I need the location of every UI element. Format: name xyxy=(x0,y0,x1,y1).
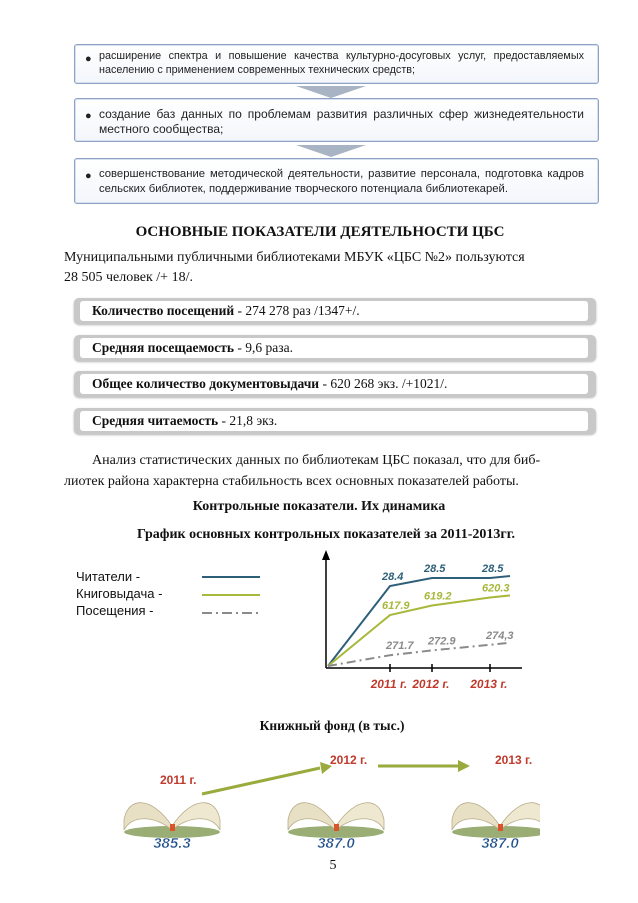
series-line-3 xyxy=(328,643,510,666)
data-label: 28.4 xyxy=(382,571,404,583)
x-tick-label: 2013 г. xyxy=(469,677,509,691)
bookmark xyxy=(334,824,339,831)
data-label: 28.5 xyxy=(424,563,446,575)
x-tick-label: 2012 г. xyxy=(411,677,451,691)
intro-line-2: 28 505 человек /+ 18/. xyxy=(64,270,193,285)
trend-arrow-1 xyxy=(202,768,320,794)
book-left-pages xyxy=(288,803,336,830)
book-right-pages xyxy=(336,803,384,830)
trend-arrow-head-2 xyxy=(458,760,470,772)
bullet-box-1 xyxy=(74,44,599,84)
bullet-dot: ● xyxy=(85,170,92,182)
legend-issue: Книговыдача - xyxy=(76,586,163,601)
open-book-icon xyxy=(288,803,384,838)
connector-arrow xyxy=(296,145,366,157)
legend-swatches xyxy=(200,568,262,622)
data-label: 271.7 xyxy=(386,640,414,653)
stat-visits xyxy=(74,298,596,324)
bullet-text-2: создание баз данных по проблемам развития различных сфер жизнедеятельности местного сообщества; xyxy=(99,107,584,136)
bullet-dot: ● xyxy=(85,53,92,65)
data-label: 272.9 xyxy=(428,635,456,648)
y-axis-arrow xyxy=(322,550,330,560)
fund-title: Книжный фонд (в тыс.) xyxy=(259,718,405,733)
chart-legend xyxy=(76,568,162,619)
data-label: 620.3 xyxy=(482,582,510,595)
bookmark xyxy=(170,824,175,831)
stat-value: - 620 268 экз. /+1021/. xyxy=(319,376,448,391)
data-label: 617.9 xyxy=(382,600,410,613)
stat-issue xyxy=(74,371,596,397)
bullet-box-3 xyxy=(74,158,599,204)
fund-year-label: 2011 г. xyxy=(160,773,197,787)
analysis-line-2: лиотек района характерна стабильность всех основных показателей работы. xyxy=(64,474,519,489)
stat-label: Общее количество документовыдачи xyxy=(92,376,320,391)
open-book-icon xyxy=(124,803,220,838)
stat-value: - 9,6 раза. xyxy=(234,340,293,355)
fund-year-label: 2012 г. xyxy=(330,753,368,767)
book-right-pages xyxy=(500,803,540,830)
stat-reading xyxy=(74,408,596,434)
stat-label: Средняя читаемость xyxy=(92,413,219,428)
intro-line-1: Муниципальными публичными библиотеками МБУК «ЦБС №2» пользуются xyxy=(64,250,525,265)
fund-value-label: 387.0 xyxy=(317,835,355,852)
book-left-pages xyxy=(124,803,172,830)
line-chart xyxy=(310,548,530,698)
bullet-text-3: совершенствование методической деятельности, развитие персонала, подготовка кадров сельских библиотек, поддерживание творческого потенциала библиотекарей. xyxy=(99,168,584,195)
control-title: Контрольные показатели. Их динамика xyxy=(192,499,446,514)
stat-value: - 274 278 раз /1347+/. xyxy=(234,303,360,318)
data-label: 619.2 xyxy=(424,590,452,603)
bookmark xyxy=(498,824,503,831)
data-label: 28.5 xyxy=(482,563,504,575)
stat-label: Количество посещений xyxy=(92,303,235,318)
open-book-icon xyxy=(452,803,540,838)
book-right-pages xyxy=(172,803,220,830)
analysis-line-1: Анализ статистических данных по библиотекам ЦБС показал, что для биб- xyxy=(92,453,541,468)
stat-label: Средняя посещаемость xyxy=(92,340,235,355)
fund-value-label: 385.3 xyxy=(153,835,191,852)
page-number: 5 xyxy=(329,858,337,873)
x-tick-label: 2011 г. xyxy=(369,677,409,691)
connector-arrow xyxy=(296,86,366,98)
data-label: 274,3 xyxy=(486,629,514,642)
bullet-box-2 xyxy=(74,98,599,142)
bullet-dot: ● xyxy=(85,110,92,122)
chart-heading: График основных контрольных показателей за 2011-2013гг. xyxy=(136,527,516,542)
book-fund-chart xyxy=(100,740,540,860)
stat-attendance xyxy=(74,335,596,361)
legend-readers: Читатели - xyxy=(76,569,141,584)
stat-value: - 21,8 экз. xyxy=(218,413,278,428)
fund-year-label: 2013 г. xyxy=(495,753,533,767)
legend-visits: Посещения - xyxy=(76,603,154,618)
bullet-text-1: расширение спектра и повышение качества культурно-досуговых услуг, предоставляемых населению с применением современных технических средств; xyxy=(99,50,584,76)
section-title: ОСНОВНЫЕ ПОКАЗАТЕЛИ ДЕЯТЕЛЬНОСТИ ЦБС xyxy=(135,224,505,240)
book-left-pages xyxy=(452,803,500,830)
fund-value-label: 387.0 xyxy=(481,835,519,852)
